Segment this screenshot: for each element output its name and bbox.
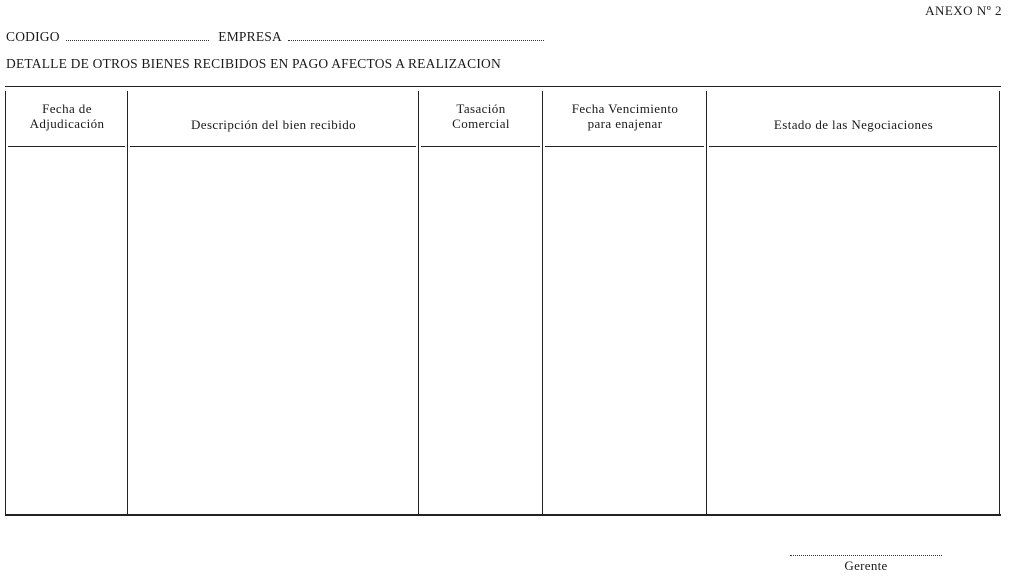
header-underline [545, 146, 704, 147]
body-cell-tasacion[interactable] [420, 148, 542, 514]
document-title: DETALLE DE OTROS BIENES RECIBIDOS EN PAGO AFECTOS A REALIZACION [6, 56, 501, 71]
header-line: Fecha Vencimiento [571, 101, 679, 116]
signature-line[interactable] [790, 548, 942, 556]
empresa-field[interactable] [288, 30, 544, 41]
codigo-label: CODIGO [6, 29, 60, 44]
body-cell-fecha-adjudicacion[interactable] [7, 148, 127, 514]
body-cell-estado[interactable] [708, 148, 999, 514]
codigo-field[interactable] [66, 30, 209, 41]
header-line: Estado de las Negociaciones [773, 117, 934, 132]
column-header-fecha-adjudicacion [7, 101, 127, 131]
annex-number: ANEXO Nº 2 [925, 3, 1002, 18]
column-divider [706, 91, 707, 514]
assets-table [5, 86, 1001, 516]
table-border-right [999, 91, 1000, 514]
signature-block [790, 548, 942, 574]
header-underline [421, 146, 540, 147]
header-line: Descripción del bien recibido [190, 117, 357, 132]
column-header-estado [708, 117, 999, 132]
body-cell-fecha-vencimiento[interactable] [544, 148, 706, 514]
empresa-label: EMPRESA [218, 29, 282, 44]
column-header-descripcion [129, 117, 418, 132]
body-cell-descripcion[interactable] [129, 148, 418, 514]
column-header-fecha-vencimiento [544, 101, 706, 131]
column-divider [418, 91, 419, 514]
column-divider [542, 91, 543, 514]
header-line: Tasación [456, 101, 506, 116]
header-fields [6, 29, 550, 45]
signature-label: Gerente [844, 558, 888, 573]
header-line: Adjudicación [29, 116, 105, 131]
header-line: Comercial [452, 116, 510, 131]
column-divider [127, 91, 128, 514]
header-line: Fecha de [42, 101, 92, 116]
header-line: para enajenar [587, 116, 663, 131]
column-header-tasacion [420, 101, 542, 131]
header-underline [709, 146, 997, 147]
header-underline [8, 146, 125, 147]
header-underline [130, 146, 416, 147]
table-border-left [5, 91, 6, 514]
